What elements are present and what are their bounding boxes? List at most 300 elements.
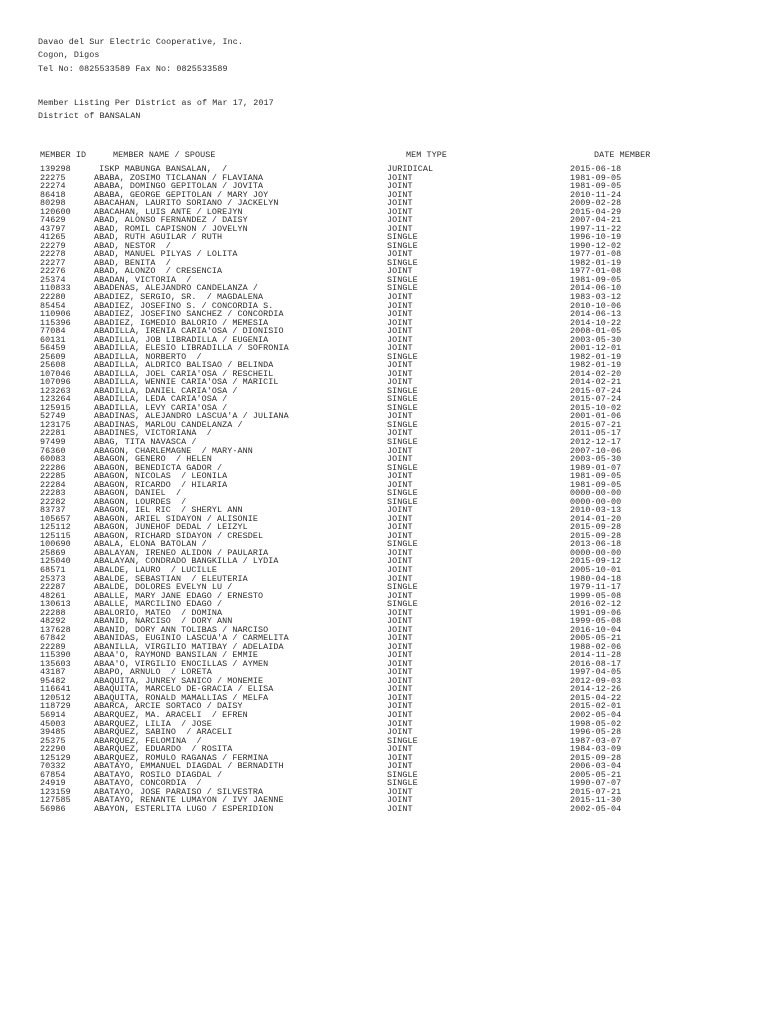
- member-name-cell: ABARQUEZ, SABINO / ARACELI: [94, 727, 233, 738]
- member-name-cell: ABAD, MANUEL PILYAS / LOLITA: [94, 249, 238, 260]
- date-member-cell: 2015-07-21: [570, 786, 622, 797]
- date-member-cell: 2002-05-04: [570, 710, 622, 720]
- member-id-cell: 39485: [40, 727, 66, 738]
- member-id-cell: 83737: [40, 505, 66, 516]
- mem-type-cell: JOINT: [387, 786, 413, 797]
- member-id-cell: 127585: [40, 795, 71, 806]
- mem-type-cell: JOINT: [387, 684, 413, 695]
- date-member-cell: 2005-05-21: [570, 769, 622, 780]
- member-id-cell: 77084: [40, 326, 66, 337]
- member-id-cell: 25609: [40, 351, 66, 362]
- mem-type-cell: JOINT: [387, 761, 413, 772]
- member-id-cell: 43797: [40, 223, 66, 234]
- member-id-cell: 123159: [40, 786, 71, 797]
- date-member-cell: 2012-09-03: [570, 675, 622, 686]
- member-id-cell: 45003: [40, 718, 66, 729]
- mem-type-cell: JOINT: [387, 752, 413, 763]
- member-name-cell: ABADIEZ, JOSEFINO SANCHEZ / CONCORDIA: [94, 309, 284, 320]
- member-name-cell: ABAD, ALONSO FERNANDEZ / DAISY: [94, 215, 248, 226]
- member-id-cell: 25608: [40, 360, 66, 371]
- member-id-cell: 120600: [40, 206, 71, 217]
- member-name-cell: ABAGON, RICARDO / HILARIA: [94, 479, 228, 490]
- member-id-cell: 125129: [40, 752, 71, 763]
- member-name-cell: ABAGON, NICOLAS / LEONILA: [94, 471, 228, 482]
- date-member-cell: 2009-02-28: [570, 198, 622, 209]
- mem-type-cell: JOINT: [387, 428, 413, 439]
- mem-type-cell: JOINT: [387, 334, 413, 345]
- member-name-cell: ABALA, ELONA BATOLAN /: [94, 539, 207, 550]
- date-member-cell: 2016-02-12: [570, 599, 622, 610]
- date-member-cell: 2003-05-30: [570, 334, 622, 345]
- member-name-cell: ABAGON, BENEDICTA GADOR /: [94, 462, 223, 473]
- member-name-cell: ABADILLA, WENNIE CARIA'OSA / MARICIL: [94, 377, 279, 388]
- mem-type-cell: JOINT: [387, 675, 413, 686]
- date-member-cell: 2014-06-13: [570, 309, 622, 320]
- mem-type-cell: SINGLE: [387, 582, 418, 593]
- date-member-cell: 1977-01-08: [570, 266, 622, 277]
- member-name-cell: ABAD, BENITA /: [94, 257, 171, 268]
- member-id-cell: 123264: [40, 394, 71, 405]
- member-id-cell: 100690: [40, 539, 71, 550]
- member-name-cell: ABAG, TITA NAVASCA /: [94, 437, 197, 447]
- mem-type-cell: JOINT: [387, 266, 413, 277]
- date-member-cell: 1984-03-09: [570, 744, 622, 755]
- member-id-cell: 56986: [40, 803, 66, 814]
- member-name-cell: ABACAHAN, LAURITO SORIANO / JACKELYN: [94, 198, 279, 209]
- date-member-cell: 2005-10-01: [570, 564, 622, 575]
- member-name-cell: ABACAHAN, LUIS ANTE / LOREJYN: [94, 206, 243, 217]
- mem-type-cell: JOINT: [387, 513, 413, 524]
- member-id-cell: 22276: [40, 266, 66, 277]
- mem-type-cell: JOINT: [387, 215, 413, 226]
- mem-type-cell: JOINT: [387, 445, 413, 456]
- date-member-cell: 1981-09-05: [570, 479, 622, 490]
- member-name-cell: ABAGON, LOURDES /: [94, 496, 187, 507]
- mem-type-cell: JOINT: [387, 479, 413, 490]
- mem-type-cell: JOINT: [387, 803, 413, 814]
- member-id-cell: 60131: [40, 334, 66, 345]
- mem-type-cell: SINGLE: [387, 488, 418, 499]
- member-name-cell: ABAD, RUTH AGUILAR / RUTH: [94, 232, 223, 243]
- member-id-cell: 85454: [40, 300, 66, 311]
- date-member-cell: 1981-09-05: [570, 471, 622, 482]
- date-member-cell: 2014-12-26: [570, 684, 622, 695]
- mem-type-cell: SINGLE: [387, 539, 418, 550]
- mem-type-cell: JOINT: [387, 309, 413, 320]
- date-member-cell: 1996-10-19: [570, 232, 622, 243]
- member-name-cell: ABARCA, ARCIE SORTACO / DAISY: [94, 701, 243, 712]
- date-member-cell: 2016-10-04: [570, 624, 622, 635]
- member-id-cell: 125115: [40, 530, 71, 541]
- date-member-cell: 2007-10-06: [570, 445, 622, 456]
- member-name-cell: ABADILLA, ELESIO LIBRADILLA / SOFRONIA: [94, 343, 289, 354]
- mem-type-cell: JOINT: [387, 710, 413, 720]
- date-member-cell: 2011-05-17: [570, 428, 622, 439]
- date-member-cell: 2012-12-17: [570, 437, 622, 447]
- member-id-cell: 48292: [40, 616, 66, 627]
- mem-type-cell: JOINT: [387, 573, 413, 584]
- member-id-cell: 110906: [40, 309, 71, 320]
- mem-type-cell: JOINT: [387, 522, 413, 533]
- mem-type-cell: JOINT: [387, 326, 413, 337]
- column-headers: [0, 150, 768, 160]
- member-name-cell: ABANIDAS, EUGINIO LASCUA'A / CARMELITA: [94, 633, 289, 644]
- member-name-cell: ABALAYAN, IRENEO ALIDON / PAULARIA: [94, 547, 269, 558]
- mem-type-cell: JOINT: [387, 206, 413, 217]
- mem-type-cell: JOINT: [387, 607, 413, 618]
- report-title: Member Listing Per District as of Mar 17, 2017: [38, 98, 274, 108]
- member-id-cell: 24919: [40, 778, 66, 789]
- mem-type-cell: SINGLE: [387, 385, 418, 396]
- member-name-cell: ABADIEZ, IGMEDIO BALORIO / MEMESIA: [94, 317, 269, 328]
- header-date-member: DATE MEMBER: [594, 150, 651, 160]
- member-id-cell: 25374: [40, 274, 66, 285]
- member-name-cell: ABAYON, ESTERLITA LUGO / ESPERIDION: [94, 803, 274, 814]
- member-name-cell: ABAD, ALONZO / CRESENCIA: [94, 266, 223, 277]
- member-name-cell: ABARQUEZ, FELOMINA /: [94, 735, 202, 746]
- member-id-cell: 52749: [40, 411, 66, 422]
- member-name-cell: ABATAYO, ROSILO DIAGDAL /: [94, 769, 223, 780]
- mem-type-cell: JOINT: [387, 181, 413, 192]
- date-member-cell: 2015-07-21: [570, 419, 622, 430]
- date-member-cell: 1980-04-18: [570, 573, 622, 584]
- member-id-cell: 22286: [40, 462, 66, 473]
- member-id-cell: 115390: [40, 650, 71, 661]
- mem-type-cell: SINGLE: [387, 769, 418, 780]
- date-member-cell: 1998-05-02: [570, 718, 622, 729]
- member-id-cell: 125112: [40, 522, 71, 533]
- member-name-cell: ABALLE, MARCILINO EDAGO /: [94, 599, 223, 610]
- member-id-cell: 60083: [40, 454, 66, 465]
- member-id-cell: 107096: [40, 377, 71, 388]
- date-member-cell: 0000-00-00: [570, 547, 622, 558]
- member-id-cell: 107046: [40, 368, 71, 379]
- date-member-cell: 2014-11-28: [570, 650, 622, 661]
- member-id-cell: 22287: [40, 582, 66, 593]
- mem-type-cell: SINGLE: [387, 394, 418, 405]
- header-member-name: MEMBER NAME / SPOUSE: [113, 150, 216, 160]
- member-id-cell: 110833: [40, 283, 71, 294]
- member-id-cell: 48261: [40, 590, 66, 601]
- date-member-cell: 2010-03-13: [570, 505, 622, 516]
- mem-type-cell: JOINT: [387, 411, 413, 422]
- member-name-cell: ABADINES, VICTORIANA /: [94, 428, 212, 439]
- member-name-cell: ABADILLA, JOB LIBRADILLA / EUGENIA: [94, 334, 269, 345]
- member-id-cell: 123175: [40, 419, 71, 430]
- mem-type-cell: JOINT: [387, 667, 413, 678]
- date-member-cell: 2006-03-04: [570, 761, 622, 772]
- member-name-cell: ABALAYAN, CONDRADO BANGKILLA / LYDIA: [94, 556, 279, 567]
- date-member-cell: 2008-01-05: [570, 326, 622, 337]
- member-id-cell: 43187: [40, 667, 66, 678]
- date-member-cell: 2015-10-02: [570, 402, 622, 413]
- date-member-cell: 2002-05-04: [570, 803, 622, 814]
- date-member-cell: 2016-08-17: [570, 658, 622, 669]
- member-id-cell: 22285: [40, 471, 66, 482]
- date-member-cell: 1997-04-05: [570, 667, 622, 678]
- mem-type-cell: JOINT: [387, 377, 413, 388]
- date-member-cell: 2001-12-01: [570, 343, 622, 354]
- member-name-cell: ABADENAS, ALEJANDRO CANDELANZA /: [94, 283, 259, 294]
- date-member-cell: 2005-05-21: [570, 633, 622, 644]
- member-id-cell: 135603: [40, 658, 71, 669]
- member-name-cell: ABATAYO, RENANTE LUMAYON / IVY JAENNE: [94, 795, 284, 806]
- member-id-cell: 22280: [40, 291, 66, 302]
- member-id-cell: 67842: [40, 633, 66, 644]
- member-name-cell: ABAGON, DANIEL /: [94, 488, 182, 499]
- member-name-cell: ABADINAS, MARLOU CANDELANZA /: [94, 419, 243, 430]
- mem-type-cell: JOINT: [387, 624, 413, 635]
- district-label: District of BANSALAN: [38, 111, 141, 121]
- member-name-cell: ABATAYO, CONCORDIA /: [94, 778, 202, 789]
- date-member-cell: 1989-01-07: [570, 462, 622, 473]
- member-name-cell: ABADIEZ, SERGIO, SR. / MAGDALENA: [94, 291, 264, 302]
- mem-type-cell: JOINT: [387, 300, 413, 311]
- mem-type-cell: JOINT: [387, 701, 413, 712]
- member-name-cell: ABADILLA, IRENIA CARIA'OSA / DIONISIO: [94, 326, 284, 337]
- member-name-cell: ABAGON, ARIEL SIDAYON / ALISONIE: [94, 513, 259, 524]
- member-name-cell: ABAD, ROMIL CAPISNON / JOVELYN: [94, 223, 248, 234]
- member-id-cell: 130613: [40, 599, 71, 610]
- member-id-cell: 120512: [40, 692, 71, 703]
- member-name-cell: ABARQUEZ, EDUARDO / ROSITA: [94, 744, 233, 755]
- member-name-cell: ABADINAS, ALEJANDRO LASCUA'A / JULIANA: [94, 411, 289, 422]
- date-member-cell: 1979-11-17: [570, 582, 622, 593]
- member-id-cell: 22289: [40, 641, 66, 652]
- date-member-cell: 2014-02-21: [570, 377, 622, 388]
- mem-type-cell: SINGLE: [387, 437, 418, 447]
- date-member-cell: 2010-10-06: [570, 300, 622, 311]
- company-contact: Tel No: 0825533589 Fax No: 0825533589: [38, 64, 228, 74]
- date-member-cell: 2014-01-20: [570, 513, 622, 524]
- mem-type-cell: SINGLE: [387, 283, 418, 294]
- mem-type-cell: JOINT: [387, 650, 413, 661]
- member-id-cell: 25375: [40, 735, 66, 746]
- member-name-cell: ABADILLA, NORBERTO /: [94, 351, 202, 362]
- mem-type-cell: SINGLE: [387, 599, 418, 610]
- date-member-cell: 1982-01-19: [570, 257, 622, 268]
- member-id-cell: 86418: [40, 189, 66, 200]
- mem-type-cell: SINGLE: [387, 496, 418, 507]
- member-name-cell: ABADILLA, LEVY CARIA'OSA /: [94, 402, 228, 413]
- date-member-cell: 1990-12-02: [570, 240, 622, 251]
- mem-type-cell: JOINT: [387, 189, 413, 200]
- mem-type-cell: JOINT: [387, 249, 413, 260]
- member-id-cell: 125915: [40, 402, 71, 413]
- date-member-cell: 2015-02-01: [570, 701, 622, 712]
- member-name-cell: ABAQUITA, JUNREY SANICO / MONEMIE: [94, 675, 264, 686]
- member-name-cell: ABAQUITA, RONALD MAMALLIAS / MELFA: [94, 692, 269, 703]
- mem-type-cell: JOINT: [387, 454, 413, 465]
- date-member-cell: 2015-06-18: [570, 164, 622, 174]
- date-member-cell: 2015-09-12: [570, 556, 622, 567]
- header-member-id: MEMBER ID: [40, 150, 87, 160]
- member-id-cell: 22278: [40, 249, 66, 260]
- date-member-cell: 0000-00-00: [570, 488, 622, 499]
- date-member-cell: 2015-09-28: [570, 530, 622, 541]
- date-member-cell: 1981-09-05: [570, 274, 622, 285]
- date-member-cell: 2015-09-28: [570, 752, 622, 763]
- member-id-cell: 137628: [40, 624, 71, 635]
- date-member-cell: 1981-09-05: [570, 181, 622, 192]
- date-member-cell: 2014-02-20: [570, 368, 622, 379]
- member-id-cell: 68571: [40, 564, 66, 575]
- member-id-cell: 22277: [40, 257, 66, 268]
- member-id-cell: 70332: [40, 761, 66, 772]
- member-name-cell: ABAGON, GENERO / HELEN: [94, 454, 212, 465]
- member-name-cell: ABAGON, IEL RIC / SHERYL ANN: [94, 505, 243, 516]
- member-name-cell: ABAQUITA, MARCELO DE-GRACIA / ELISA: [94, 684, 274, 695]
- member-id-cell: 56914: [40, 710, 66, 720]
- member-id-cell: 97499: [40, 437, 66, 447]
- member-id-cell: 22281: [40, 428, 66, 439]
- member-name-cell: ABABA, DOMINGO GEPITOLAN / JOVITA: [94, 181, 264, 192]
- mem-type-cell: JOINT: [387, 471, 413, 482]
- mem-type-cell: JOINT: [387, 223, 413, 234]
- mem-type-cell: JOINT: [387, 172, 413, 183]
- mem-type-cell: SINGLE: [387, 240, 418, 251]
- mem-type-cell: JOINT: [387, 198, 413, 209]
- member-name-cell: ABAGON, RICHARD SIDAYON / CRESDEL: [94, 530, 264, 541]
- member-id-cell: 22283: [40, 488, 66, 499]
- member-name-cell: ABANID, DORY ANN TOLIBAS / NARCISO: [94, 624, 269, 635]
- date-member-cell: 2014-10-22: [570, 317, 622, 328]
- member-name-cell: ABAPO, ARNULO / LORETA: [94, 667, 212, 678]
- member-name-cell: ABAGON, JUNEHOF DEDAL / LEIZYL: [94, 522, 248, 533]
- member-id-cell: 22290: [40, 744, 66, 755]
- member-name-cell: ABATAYO, EMMANUEL DIAGDAL / BERNADITH: [94, 761, 284, 772]
- mem-type-cell: JOINT: [387, 590, 413, 601]
- date-member-cell: 1999-05-08: [570, 616, 622, 627]
- member-id-cell: 105657: [40, 513, 71, 524]
- mem-type-cell: JOINT: [387, 291, 413, 302]
- mem-type-cell: JOINT: [387, 795, 413, 806]
- date-member-cell: 2010-11-24: [570, 189, 622, 200]
- date-member-cell: 1988-02-06: [570, 641, 622, 652]
- table-row: [0, 805, 768, 814]
- mem-type-cell: JOINT: [387, 343, 413, 354]
- date-member-cell: 1983-03-12: [570, 291, 622, 302]
- date-member-cell: 2015-04-22: [570, 692, 622, 703]
- date-member-cell: 2015-07-24: [570, 394, 622, 405]
- mem-type-cell: JOINT: [387, 641, 413, 652]
- date-member-cell: 1999-05-08: [570, 590, 622, 601]
- member-id-cell: 74629: [40, 215, 66, 226]
- date-member-cell: 0000-00-00: [570, 496, 622, 507]
- mem-type-cell: SINGLE: [387, 351, 418, 362]
- mem-type-cell: SINGLE: [387, 735, 418, 746]
- member-name-cell: ABABA, ZOSIMO TICLANAN / FLAVIANA: [94, 172, 264, 183]
- mem-type-cell: SINGLE: [387, 274, 418, 285]
- mem-type-cell: JOINT: [387, 505, 413, 516]
- member-name-cell: ABAA'O, RAYMOND BANSILAN / EMMIE: [94, 650, 259, 661]
- mem-type-cell: JOINT: [387, 718, 413, 729]
- member-id-cell: 25373: [40, 573, 66, 584]
- date-member-cell: 2013-06-18: [570, 539, 622, 550]
- mem-type-cell: JOINT: [387, 744, 413, 755]
- date-member-cell: 1982-01-19: [570, 351, 622, 362]
- mem-type-cell: JOINT: [387, 547, 413, 558]
- member-name-cell: ABALDE, SEBASTIAN / ELEUTERIA: [94, 573, 248, 584]
- mem-type-cell: JOINT: [387, 317, 413, 328]
- mem-type-cell: JURIDICAL: [387, 164, 434, 174]
- member-name-cell: ABARQUEZ, MA. ARACELI / EFREN: [94, 710, 248, 720]
- date-member-cell: 2015-07-24: [570, 385, 622, 396]
- member-name-cell: ABADAN, VICTORIA /: [94, 274, 192, 285]
- mem-type-cell: SINGLE: [387, 419, 418, 430]
- mem-type-cell: JOINT: [387, 727, 413, 738]
- member-table: [0, 165, 768, 813]
- member-name-cell: ABALDE, LAURO / LUCILLE: [94, 564, 218, 575]
- member-id-cell: 116641: [40, 684, 71, 695]
- member-id-cell: 125040: [40, 556, 71, 567]
- member-name-cell: ISKP MABUNGA BANSALAN, /: [94, 164, 228, 174]
- member-id-cell: 76360: [40, 445, 66, 456]
- date-member-cell: 1982-01-19: [570, 360, 622, 371]
- date-member-cell: 1991-09-06: [570, 607, 622, 618]
- date-member-cell: 2007-04-21: [570, 215, 622, 226]
- member-id-cell: 67854: [40, 769, 66, 780]
- mem-type-cell: SINGLE: [387, 778, 418, 789]
- member-name-cell: ABALLE, MARY JANE EDAGO / ERNESTO: [94, 590, 264, 601]
- date-member-cell: 2015-11-30: [570, 795, 622, 806]
- date-member-cell: 1990-07-07: [570, 778, 622, 789]
- member-id-cell: 22274: [40, 181, 66, 192]
- company-name: Davao del Sur Electric Cooperative, Inc.: [38, 37, 244, 47]
- mem-type-cell: JOINT: [387, 564, 413, 575]
- member-name-cell: ABAD, NESTOR /: [94, 240, 171, 251]
- member-id-cell: 41265: [40, 232, 66, 243]
- member-id-cell: 139298: [40, 164, 71, 174]
- mem-type-cell: JOINT: [387, 556, 413, 567]
- header-mem-type: MEM TYPE: [406, 150, 448, 160]
- member-name-cell: ABANILLA, VIRGILIO MATIBAY / ADELAIDA: [94, 641, 284, 652]
- member-id-cell: 22275: [40, 172, 66, 183]
- member-name-cell: ABADILLA, ALDRICO BALISAO / BELINDA: [94, 360, 274, 371]
- member-id-cell: 56459: [40, 343, 66, 354]
- company-address: Cogon, Digos: [38, 50, 100, 60]
- date-member-cell: 2001-01-06: [570, 411, 622, 422]
- member-id-cell: 22282: [40, 496, 66, 507]
- member-name-cell: ABADIEZ, JOSEFINO S. / CONCORDIA S.: [94, 300, 274, 311]
- member-name-cell: ABABA, GEORGE GEPITOLAN / MARY JOY: [94, 189, 269, 200]
- mem-type-cell: JOINT: [387, 360, 413, 371]
- member-name-cell: ABARQUEZ, LILIA / JOSE: [94, 718, 212, 729]
- date-member-cell: 2014-06-10: [570, 283, 622, 294]
- member-id-cell: 123263: [40, 385, 71, 396]
- member-id-cell: 25869: [40, 547, 66, 558]
- member-name-cell: ABALORIO, MATEO / DOMINA: [94, 607, 223, 618]
- mem-type-cell: JOINT: [387, 633, 413, 644]
- member-name-cell: ABAA'O, VIRGILIO ENOCILLAS / AYMEN: [94, 658, 269, 669]
- member-id-cell: 80298: [40, 198, 66, 209]
- mem-type-cell: JOINT: [387, 368, 413, 379]
- date-member-cell: 2015-09-28: [570, 522, 622, 533]
- member-name-cell: ABANID, NARCISO / DORY ANN: [94, 616, 233, 627]
- member-id-cell: 115396: [40, 317, 71, 328]
- member-name-cell: ABATAYO, JOSE PARAISO / SILVESTRA: [94, 786, 264, 797]
- date-member-cell: 1997-11-22: [570, 223, 622, 234]
- member-name-cell: ABAGON, CHARLEMAGNE / MARY-ANN: [94, 445, 253, 456]
- mem-type-cell: JOINT: [387, 658, 413, 669]
- date-member-cell: 1996-05-28: [570, 727, 622, 738]
- mem-type-cell: SINGLE: [387, 462, 418, 473]
- member-id-cell: 118729: [40, 701, 71, 712]
- member-name-cell: ABARQUEZ, ROMULO RAGANAS / FERMINA: [94, 752, 269, 763]
- member-id-cell: 22288: [40, 607, 66, 618]
- date-member-cell: 1981-09-05: [570, 172, 622, 183]
- mem-type-cell: SINGLE: [387, 232, 418, 243]
